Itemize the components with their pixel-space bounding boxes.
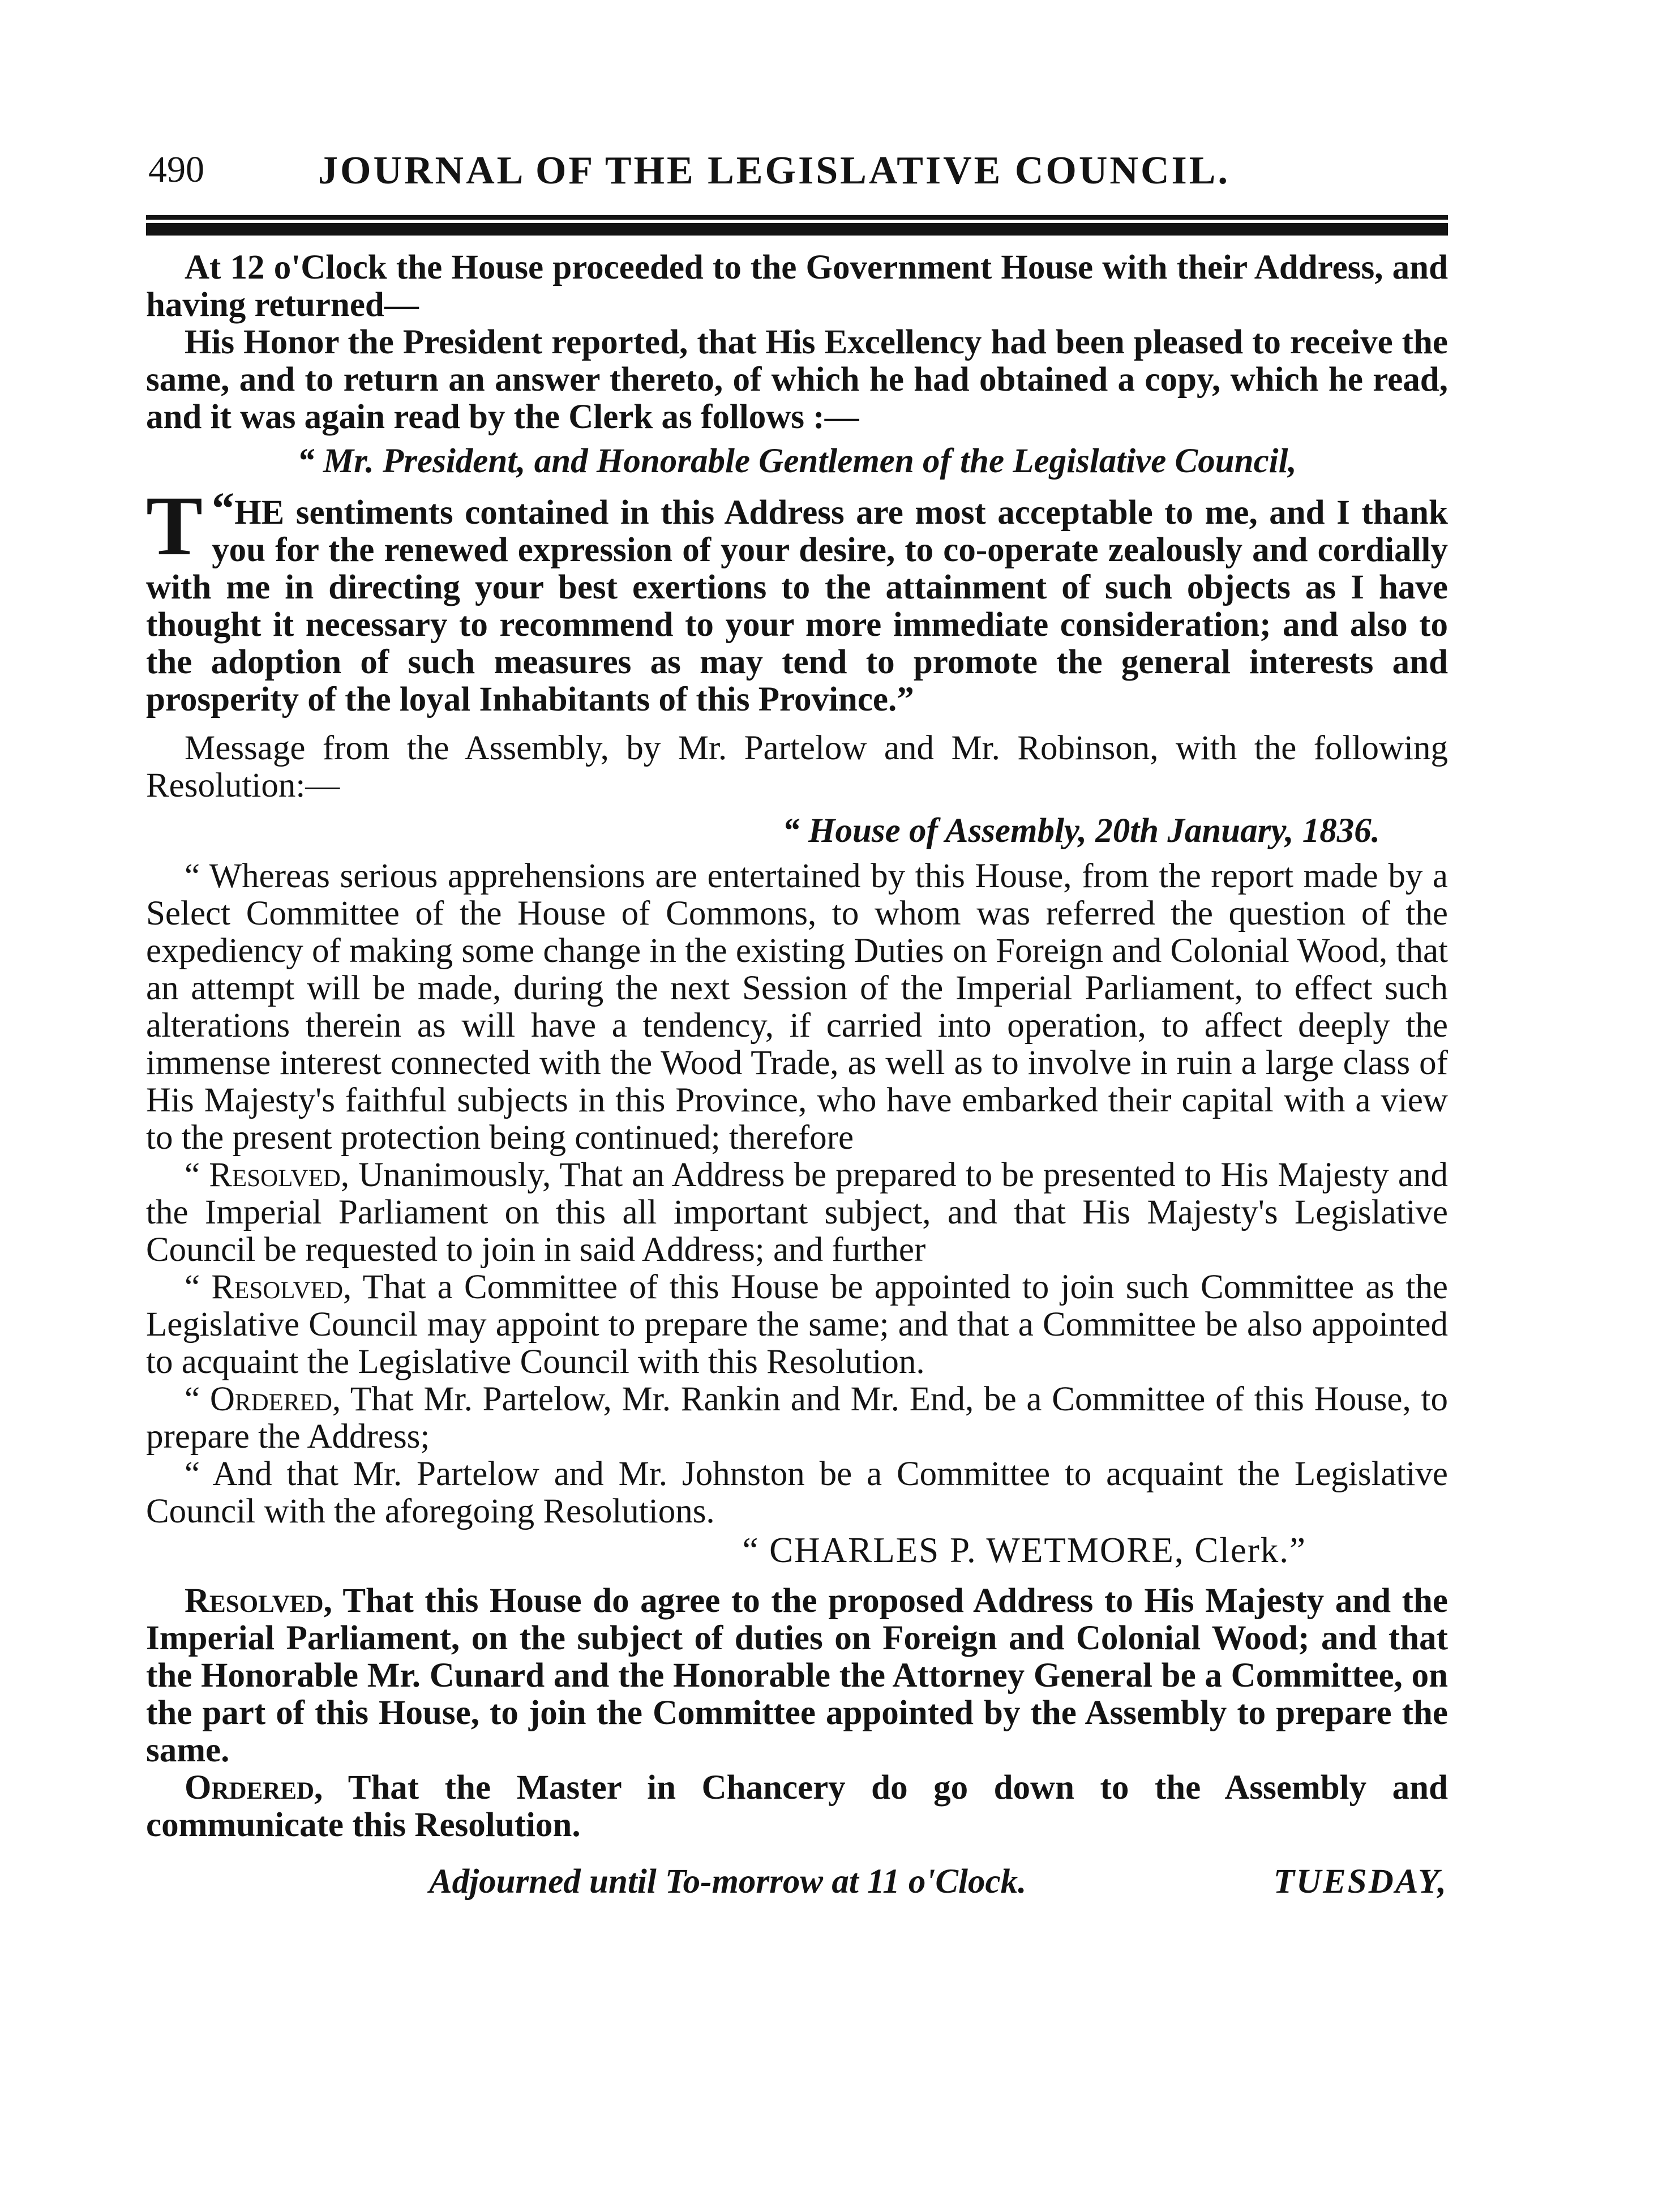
resolved-committee xyxy=(146,1269,1448,1381)
ordered-committee xyxy=(146,1381,1448,1456)
president-report: His Honor the President reported, that His Excellency had been pleased to receive the same, and to return an answer thereto, of which he had obtained a copy, which he read, and it was again read by the Clerk as follows :— xyxy=(146,323,1448,436)
resolved-text: That a Committee of this House be appointed to join such Committee as the Legislative Council may appoint to prepare the same; and that a Committee be also appointed to acquaint the Legislative Council with this Resolution. xyxy=(146,1268,1449,1381)
and-that-paragraph: “ And that Mr. Partelow and Mr. Johnston be a Committee to acquaint the Legislative Council with the aforegoing Resolutions. xyxy=(146,1455,1448,1530)
adjourned-note: Adjourned until To-morrow at 11 o'Clock. xyxy=(429,1863,1027,1901)
page-body xyxy=(146,249,1448,1903)
header-rule-thick xyxy=(146,223,1448,236)
catchword: TUESDAY, xyxy=(1273,1863,1448,1901)
footer-line xyxy=(146,1863,1448,1903)
drop-cap: T xyxy=(146,479,203,573)
resolved-text: That this House do agree to the proposed Address to His Majesty and the Imperial Parliament, on the subject of duties on Foreign and Colonial Wood; and that the Honorable Mr. Cunard and the Honorable the Attorney General be a Committee, on the part of this House, to join the Committee appointed by the Assembly to prepare the same. xyxy=(146,1582,1448,1769)
opening-quote: “ xyxy=(212,484,235,534)
running-head: JOURNAL OF THE LEGISLATIVE COUNCIL. xyxy=(318,149,1230,192)
ordered-label: “ Ordered, xyxy=(185,1380,341,1418)
ordered-label: Ordered, xyxy=(185,1769,323,1807)
ordered-text: That Mr. Partelow, Mr. Rankin and Mr. End, be a Committee of this House, to prepare the Address; xyxy=(146,1380,1448,1456)
resolved-label: Resolved, xyxy=(185,1582,332,1620)
resolved-unanimously xyxy=(146,1157,1448,1269)
council-resolved xyxy=(146,1582,1448,1769)
page-header xyxy=(148,148,1450,199)
whereas-paragraph: “ Whereas serious apprehensions are entertained by this House, from the report made by a Select Committee of the House of Commons, to whom was referred the question of the expediency of making some change in the existing Duties on Foreign and Colonial Wood, that an attempt will be made, during the next Session of the Imperial Parliament, to effect such alterations therein as will have a tendency, if carried into operation, to affect deeply the immense interest connected with the Wood Trade, as well as to involve in ruin a large class of His Majesty's faithful subjects in this Province, who have embarked their capital with a view to the present protection being continued; therefore xyxy=(146,857,1448,1157)
header-rule-thin xyxy=(146,215,1448,220)
answer-salutation: “ Mr. President, and Honorable Gentlemen of the Legislative Council, xyxy=(297,442,1297,480)
council-ordered xyxy=(146,1769,1448,1844)
page-number: 490 xyxy=(148,149,204,190)
intro-paragraph: At 12 o'Clock the House proceeded to the Government House with their Address, and having returned— xyxy=(146,249,1448,324)
resolved-label: “ Resolved, xyxy=(185,1156,350,1194)
message-intro: Message from the Assembly, by Mr. Partelow and Mr. Robinson, with the following Resolution:— xyxy=(146,729,1448,805)
assembly-dateline: “ House of Assembly, 20th January, 1836. xyxy=(782,812,1380,850)
answer-text xyxy=(146,479,1448,718)
answer-body: HE sentiments contained in this Address are most acceptable to me, and I thank you for the renewed expression of your desire, to co-operate zealously and cordially with me in directing your best exertions to the attainment of such objects as I have thought it necessary to recommend to your more immediate consideration; and also to the adoption of such measures as may tend to promote the general interests and prosperity of the loyal Inhabitants of this Province.” xyxy=(146,494,1448,718)
ordered-text: That the Master in Chancery do go down to the Assembly and communicate this Resolution. xyxy=(146,1769,1448,1844)
resolved-label: “ Resolved, xyxy=(185,1268,352,1306)
clerk-signature: “ CHARLES P. WETMORE, Clerk.” xyxy=(742,1530,1306,1570)
resolved-text: Unanimously, That an Address be prepared to be presented to His Majesty and the Imperial Parliament on this all important subject, and that His Majesty's Legislative Council be requested to join in said Address; and further xyxy=(146,1156,1449,1269)
